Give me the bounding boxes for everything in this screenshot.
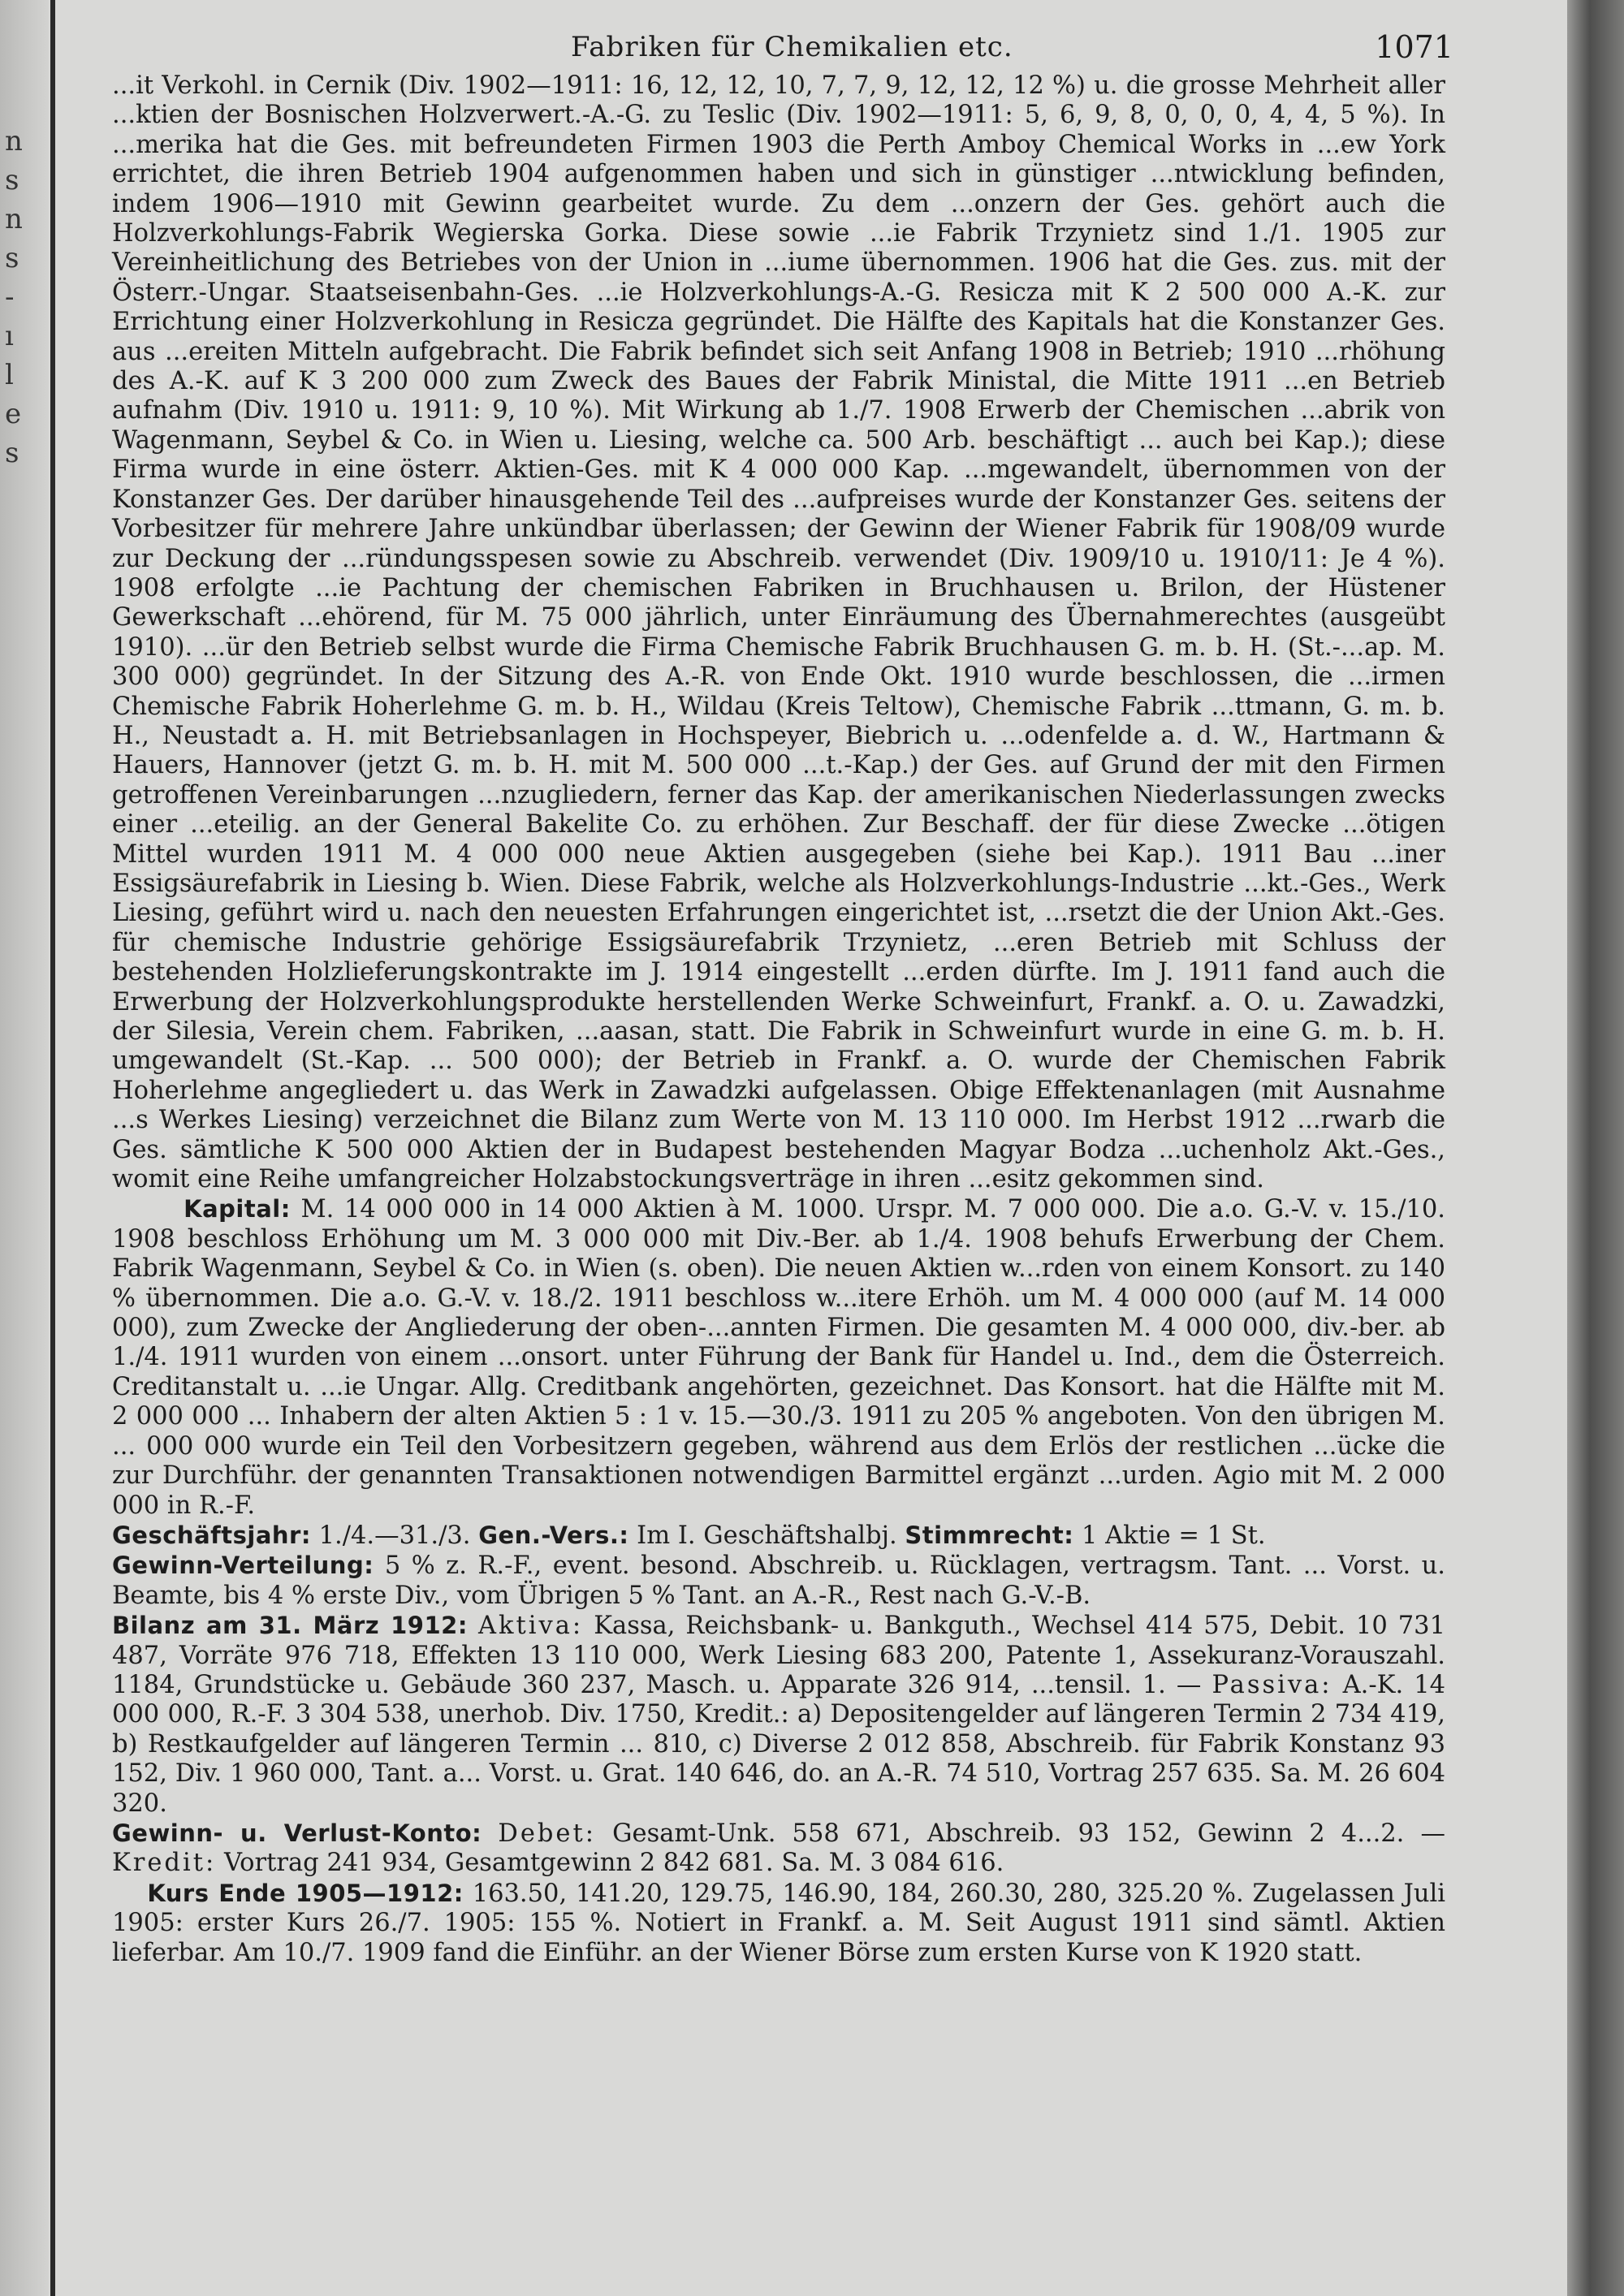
kapital-text: M. 14 000 000 in 14 000 Aktien à M. 1000. Urspr. M. 7 000 000. Die a.o. G.-V. v. 15./10. 1908 beschloss Erhöhung um M. 3 000 000 mit Div.-Ber. ab 1./4. 1908 behufs Erwerbung der Chem. Fabrik Wagenmann, Seybel & Co. in Wien (s. oben). Die neuen Aktien w...rden von einem Konsort. zu 140 % übernommen. Die a.o. G.-V. v. 18./2. 1911 beschloss w...itere Erhöh. um M. 4 000 000 (auf M. 14 000 000), zum Zwecke der Angliederung der oben-...annten Firmen. Die gesamten M. 4 000 000, div.-ber. ab 1./4. 1911 wurden von einem ...onsort. unter Führung der Bank für Handel u. Ind., dem die Österreich. Creditanstalt u. ...ie Ungar. Allg. Creditbank angehörten, gezeichnet. Das Konsort. hat die Hälfte mit M. 2 000 000 ... Inhabern der alten Aktien 5 : 1 v. 15.—30./3. 1911 zu 205 % angeboten. Von den übrigen M. ... 000 000 wurde ein Teil den Vorbesitzern gegeben, während aus dem Erlös der restlichen ...ücke die zur Durchführ. der genannten Transaktionen notwendigen Barmittel ergänzt ...urden. Agio mit M. 2 000 000 in R.-F.: [112, 1195, 1445, 1520]
kapital-label: Kapital:: [184, 1195, 291, 1224]
body-text: [112, 71, 1445, 1968]
debet-text: Gesamt-Unk. 558 671, Abschreib. 93 152, Gewinn 2 4...2. —: [612, 1819, 1446, 1848]
main-paragraph: ...it Verkohl. in Cernik (Div. 1902—1911: 16, 12, 12, 10, 7, 7, 9, 12, 12, 12 %) u. die grosse Mehrheit aller ...ktien der Bosnischen Holzverwert.-A.-G. zu Teslic (Div. 1902—1911: 5, 6, 9, 8, 0, 0, 0, 4, 4, 5 %). In ...merika hat die Ges. mit befreundeten Firmen 1903 die Perth Amboy Chemical Works in ...ew York errichtet, die ihren Betrieb 1904 aufgenommen haben und sich in günstiger ...ntwicklung befinden, indem 1906—1910 mit Gewinn gearbeitet wurde. Zu dem ...onzern der Ges. gehört auch die Holzverkohlungs-Fabrik Wegierska Gorka. Diese sowie ...ie Fabrik Trzynietz sind 1./1. 1905 zur Vereinheitlichung des Betriebes von der Union in ...iume übernommen. 1906 hat die Ges. zus. mit der Österr.-Ungar. Staatseisenbahn-Ges. ...ie Holzverkohlungs-A.-G. Resicza mit K 2 500 000 A.-K. zur Errichtung einer Holzverkohlung in Resicza gegründet. Die Hälfte des Kapitals hat die Konstanzer Ges. aus ...ereiten Mitteln aufgebracht. Die Fabrik befindet sich seit Anfang 1908 in Betrieb; 1910 ...rhöhung des A.-K. auf K 3 200 000 zum Zweck des Baues der Fabrik Ministal, die Mitte 1911 ...en Betrieb aufnahm (Div. 1910 u. 1911: 9, 10 %). Mit Wirkung ab 1./7. 1908 Erwerb der Chemischen ...abrik von Wagenmann, Seybel & Co. in Wien u. Liesing, welche ca. 500 Arb. beschäftigt ... auch bei Kap.); diese Firma wurde in eine österr. Aktien-Ges. mit K 4 000 000 Kap. ...mgewandelt, übernommen von der Konstanzer Ges. Der darüber hinausgehende Teil des ...aufpreises wurde der Konstanzer Ges. seitens der Vorbesitzer für mehrere Jahre unkündbar überlassen; der Gewinn der Wiener Fabrik für 1908/09 wurde zur Deckung der ...ründungsspesen sowie zu Abschreib. verwendet (Div. 1909/10 u. 1910/11: Je 4 %). 1908 erfolgte ...ie Pachtung der chemischen Fabriken in Bruchhausen u. Brilon, der Hüstener Gewerkschaft ...ehörend, für M. 75 000 jährlich, unter Einräumung des Übernahmerechtes (ausgeübt 1910). ...ür den Betrieb selbst wurde die Firma Chemische Fabrik Bruchhausen G. m. b. H. (St.-...ap. M. 300 000) gegründet. In der Sitzung des A.-R. von Ende Okt. 1910 wurde beschlossen, die ...irmen Chemische Fabrik Hoherlehme G. m. b. H., Wildau (Kreis Teltow), Chemische Fabrik ...ttmann, G. m. b. H., Neustadt a. H. mit Betriebsanlagen in Hochspeyer, Biebrich u. ...odenfelde a. d. W., Hartmann & Hauers, Hannover (jetzt G. m. b. H. mit M. 500 000 ...t.-Kap.) der Ges. auf Grund der mit den Firmen getroffenen Vereinbarungen ...nzugliedern, ferner das Kap. der amerikanischen Niederlassungen zwecks einer ...eteilig. an der General Bakelite Co. zu erhöhen. Zur Beschaff. der für diese Zwecke ...ötigen Mittel wurden 1911 M. 4 000 000 neue Aktien ausgegeben (siehe bei Kap.). 1911 Bau ...iner Essigsäurefabrik in Liesing b. Wien. Diese Fabrik, welche als Holzverkohlungs-Industrie ...kt.-Ges., Werk Liesing, geführt wird u. nach den neuesten Erfahrungen eingerichtet ist, ...rsetzt die der Union Akt.-Ges. für chemische Industrie gehörige Essigsäurefabrik Trzynietz, ...eren Betrieb mit Schluss der bestehenden Holzlieferungskontrakte im J. 1914 eingestellt ...erden dürfte. Im J. 1911 fand auch die Erwerbung der Holzverkohlungsprodukte herstellenden Werke Schweinfurt, Frankf. a. O. u. Zawadzki, der Silesia, Verein chem. Fabriken, ...aasan, statt. Die Fabrik in Schweinfurt wurde in eine G. m. b. H. umgewandelt (St.-Kap. ... 500 000); der Betrieb in Frankf. a. O. wurde der Chemischen Fabrik Hoherlehme angegliedert u. das Werk in Zawadzki aufgelassen. Obige Effektenanlagen (mit Ausnahme ...s Werkes Liesing) verzeichnet die Bilanz zum Werte von M. 13 110 000. Im Herbst 1912 ...rwarb die Ges. sämtliche K 500 000 Aktien der in Budapest bestehenden Magyar Bodza ...uchenholz Akt.-Ges., womit eine Reihe umfangreicher Holzabstockungsverträge in ihren ...esitz gekommen sind.: [112, 71, 1445, 1194]
kurs-text: 163.50, 141.20, 129.75, 146.90, 184, 260.30, 280, 325.20 %. Zugelassen Juli 1905: erster Kurs 26./7. 1905: 155 %. Notiert in Frankf. a. M. Seit August 1911 sind sämtl. Aktien lieferbar. Am 10./7. 1909 fand die Einführ. an der Wiener Börse zum ersten Kurse von K 1920 statt.: [112, 1879, 1446, 1967]
debet-label: Debet:: [498, 1819, 597, 1848]
stimmrecht-text: 1 Aktie = 1 St.: [1082, 1521, 1266, 1550]
gen-vers-label: Gen.-Vers.:: [478, 1521, 629, 1549]
margin-fragment: s: [5, 242, 19, 274]
kredit-text: Vortrag 241 934, Gesamtgewinn 2 842 681. Sa. M. 3 084 616.: [223, 1849, 1004, 1878]
page-content: [112, 24, 1453, 1968]
page-number: 1071: [1375, 29, 1453, 65]
running-title: Fabriken für Chemikalien etc.: [571, 31, 1013, 63]
bilanz-entry: [112, 1611, 1445, 1819]
margin-fragment: ı: [5, 320, 14, 352]
geschaeftsjahr-entry: [112, 1521, 1445, 1551]
margin-fragments: [5, 122, 37, 473]
geschaeftsjahr-label: Geschäftsjahr:: [112, 1521, 311, 1549]
gewinn-verteilung-label: Gewinn-Verteilung:: [112, 1552, 374, 1580]
aktiva-text: Kassa, Reichsbank- u. Bankguth., Wechsel 414 575, Debit. 10 731 487, Vorräte 976 718, Effekten 13 110 000, Werk Liesing 683 200, Patente 1, Assekuranz-Vorauszahl. 1184, Grundstücke u. Gebäude 360 237, Masch. u. Apparate 326 914, ...tensil. 1. —: [112, 1612, 1445, 1699]
right-page-edge: [1567, 0, 1624, 2296]
gewinn-verteilung-entry: [112, 1551, 1445, 1611]
margin-fragment: l: [5, 359, 14, 391]
kapital-entry: [112, 1194, 1445, 1520]
bilanz-label: Bilanz am 31. März 1912:: [112, 1612, 468, 1640]
gewinn-verteilung-text: 5 % z. R.-F., event. besond. Abschreib. u. Rücklagen, vertragsm. Tant. ... Vorst. u. Beamte, bis 4 % erste Div., vom Übrigen 5 % Tant. an A.-R., Rest nach G.-V.-B.: [112, 1552, 1445, 1610]
margin-fragment: n: [5, 203, 23, 235]
aktiva-label: Aktiva:: [477, 1612, 584, 1641]
margin-fragment: s: [5, 437, 19, 469]
kredit-label: Kredit:: [112, 1849, 217, 1878]
gen-vers-text: Im I. Geschäftshalbj.: [637, 1521, 897, 1550]
margin-fragment: s: [5, 164, 19, 196]
passiva-text: A.-K. 14 000 000, R.-F. 3 304 538, unerhob. Div. 1750, Kredit.: a) Depositengelder auf längeren Termin 2 734 419, b) Restkaufgelder auf längeren Termin ... 810, c) Diverse 2 012 858, Abschreib. für Fabrik Konstanz 93 152, Div. 1 960 000, Tant. a... Vorst. u. Grat. 140 646, do. an A.-R. 74 510, Vortrag 257 635. Sa. M. 26 604 320.: [112, 1670, 1446, 1818]
margin-fragment: n: [5, 125, 23, 158]
geschaeftsjahr-text: 1./4.—31./3.: [318, 1521, 471, 1550]
margin-fragment: e: [5, 398, 22, 430]
margin-fragment: -: [5, 281, 15, 313]
stimmrecht-label: Stimmrecht:: [905, 1521, 1074, 1549]
page-header: [112, 24, 1453, 71]
gewinn-konto-entry: [112, 1819, 1445, 1879]
gutter-line: [50, 0, 55, 2296]
kurs-label: Kurs Ende 1905—1912:: [147, 1879, 464, 1907]
passiva-label: Passiva:: [1212, 1670, 1332, 1699]
gewinn-konto-label: Gewinn- u. Verlust-Konto:: [112, 1819, 482, 1847]
kurs-entry: [112, 1879, 1445, 1968]
